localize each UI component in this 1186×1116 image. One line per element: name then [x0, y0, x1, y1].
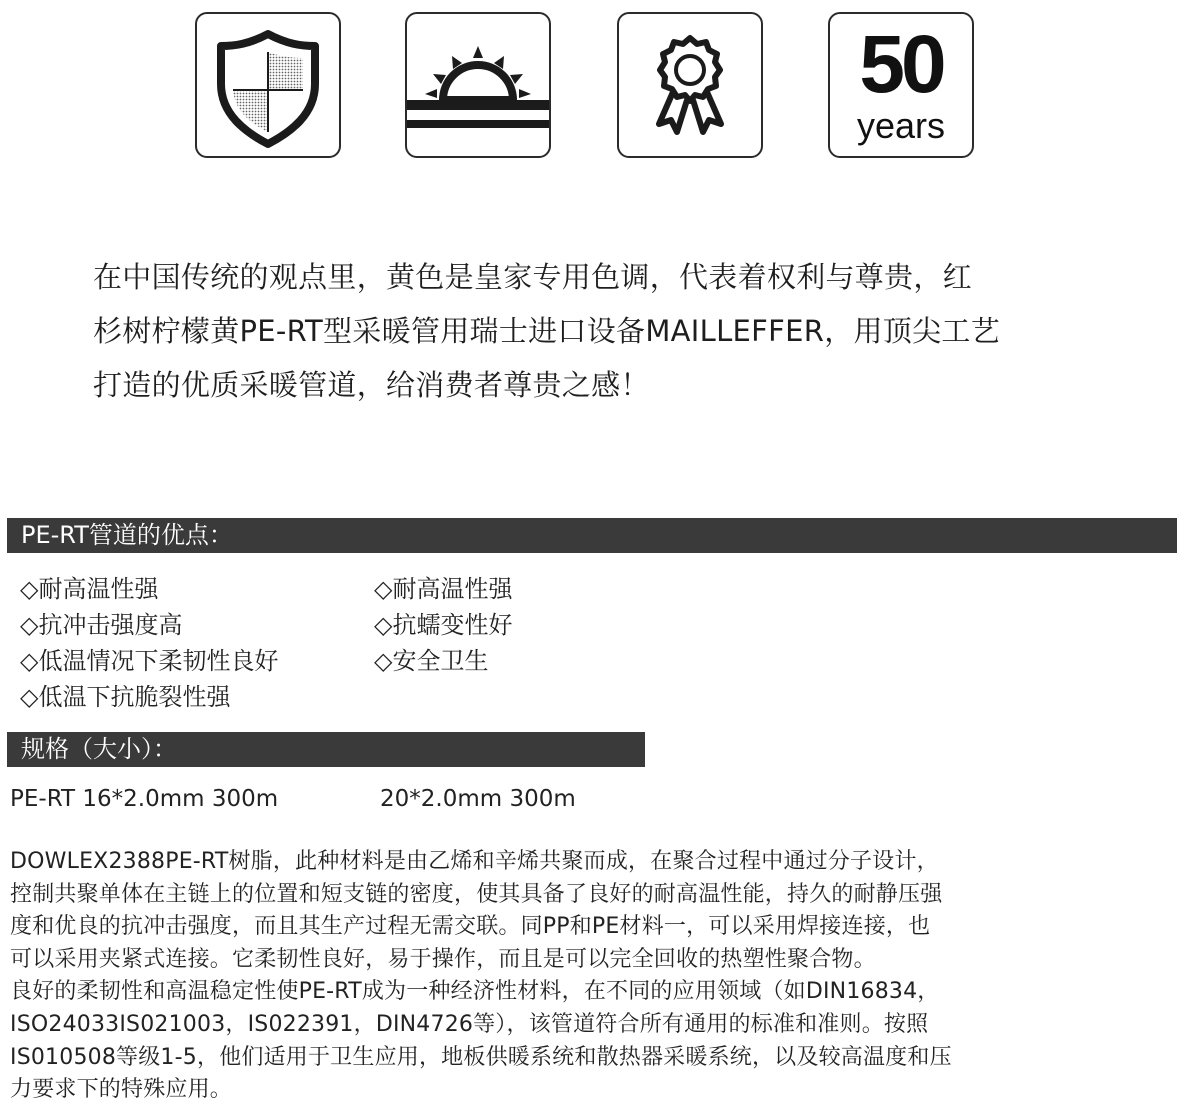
advantages-list-left: [20, 571, 278, 715]
description-paragraph: [10, 846, 1182, 1107]
description-line: 良好的柔韧性和高温稳定性使PE-RT成为一种经济性材料，在不同的应用领域（如DIN16834，: [10, 979, 940, 1005]
shield-icon-box: [195, 12, 341, 158]
sunrise-icon-box: [405, 12, 551, 158]
years-label: years: [856, 105, 946, 146]
intro-paragraph: [93, 250, 1093, 412]
description-line: ISO24033IS021003，IS022391，DIN4726等），该管道符合所有通用的标准和准则。按照: [10, 1011, 929, 1037]
description-line: 可以采用夹紧式连接。它柔韧性良好，易于操作，而且是可以完全回收的热塑性聚合物。: [10, 946, 876, 972]
advantages-title-bar: PE-RT管道的优点：: [7, 518, 1177, 553]
sunrise-icon: [407, 14, 549, 156]
list-item: ◇抗冲击强度高: [20, 611, 183, 639]
award-ribbon-icon-box: [617, 12, 763, 158]
list-item: ◇耐高温性强: [374, 575, 513, 603]
intro-line: 打造的优质采暖管道，给消费者尊贵之感！: [93, 368, 650, 402]
description-line: DOWLEX2388PE-RT树脂，此种材料是由乙烯和辛烯共聚而成，在聚合过程中通过分子设计，: [10, 849, 939, 874]
spec-item: PE-RT 16*2.0mm 300m: [10, 786, 279, 812]
intro-line: 在中国传统的观点里，黄色是皇家专用色调，代表着权利与尊贵，红: [93, 260, 973, 294]
intro-line: 杉树柠檬黄PE-RT型采暖管用瑞士进口设备MAILLEFFER，用顶尖工艺: [93, 314, 1001, 348]
list-item: ◇耐高温性强: [20, 575, 159, 603]
shield-icon: [197, 14, 339, 156]
list-item: ◇安全卫生: [374, 647, 489, 675]
description-line: 度和优良的抗冲击强度，而且其生产过程无需交联。同PP和PE材料一，可以采用焊接连接，也: [10, 914, 931, 940]
list-item: ◇低温情况下柔韧性良好: [20, 647, 279, 675]
description-line: IS010508等级1-5，他们适用于卫生应用，地板供暖系统和散热器采暖系统，以及较高温度和压: [10, 1044, 952, 1070]
award-ribbon-icon: [619, 14, 761, 156]
list-item: ◇抗蠕变性好: [374, 611, 513, 639]
description-line: 控制共聚单体在主链上的位置和短支链的密度，使其具备了良好的耐高温性能，持久的耐静压强: [10, 881, 943, 907]
advantages-list-right: [374, 571, 512, 679]
spec-item: 20*2.0mm 300m: [380, 786, 576, 812]
fifty-years-icon: [828, 12, 974, 158]
list-item: ◇低温下抗脆裂性强: [20, 683, 231, 711]
specs-title-bar: 规格（大小）：: [7, 732, 645, 767]
specs-row: [10, 786, 576, 812]
description-line: 力要求下的特殊应用。: [10, 1077, 233, 1103]
fifty-number: 50: [859, 19, 943, 110]
